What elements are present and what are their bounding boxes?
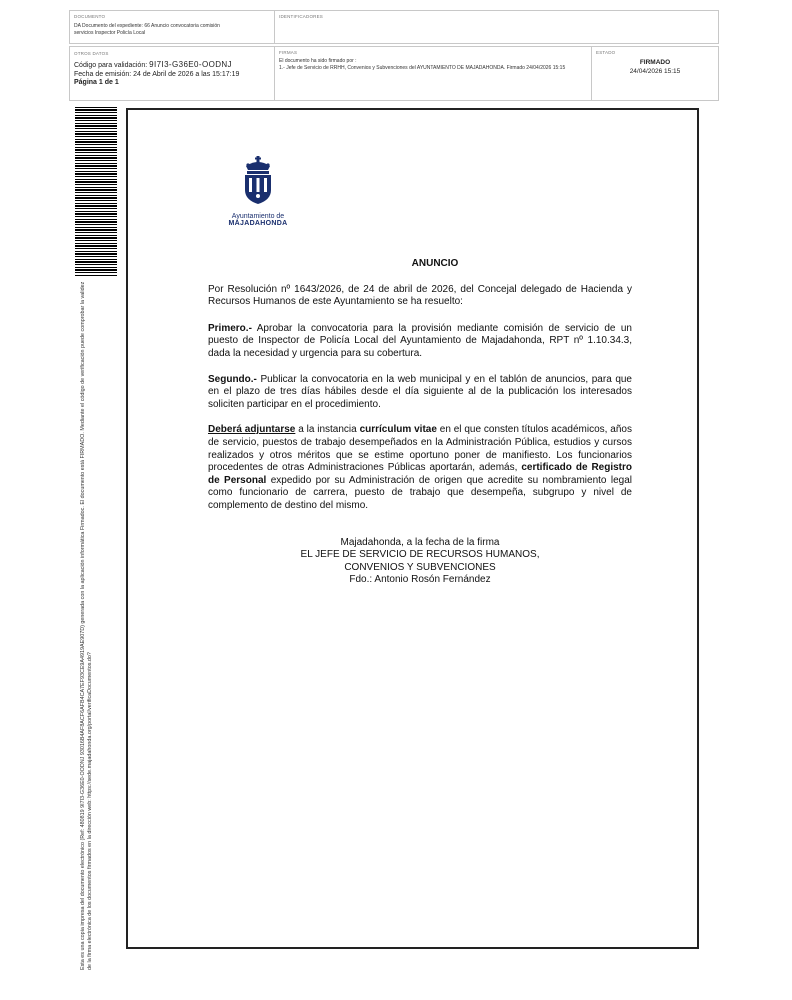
documento-cell [70, 11, 275, 43]
debera-text-2: en el que consten títulos académicos, años de servicio, puestos de trabajo desempeñados en la Administración Pública, estudios y cursos realizados y otros méritos que se estime oportuno poner de manifiesto. Los funcionarios procedentes de otras Administraciones Públicas aportarán, además, [208, 424, 632, 474]
identificadores-label: IDENTIFICADORES [279, 14, 324, 19]
firmas-text-1: El documento ha sido firmado por : [279, 58, 357, 64]
otros-datos-cell [70, 47, 275, 100]
debera-text-3: expedido por su Administración de origen que acredite su nombramiento legal como funcionario de carrera, puesto de trabajo que desempeña, subgrupo y nivel de complemento de destino del mismo. [208, 474, 632, 511]
debera-paragraph [208, 424, 632, 512]
debera-text-1: a la instancia [295, 424, 360, 436]
pagina-count: Página 1 de 1 [74, 79, 119, 86]
ayuntamiento-logo [218, 156, 298, 227]
logo-text-line-2: MAJADAHONDA [228, 220, 288, 227]
primero-label: Primero.- [208, 322, 252, 334]
barcode [75, 107, 117, 277]
header-row-documento [69, 10, 719, 44]
firmas-cell [275, 47, 592, 100]
firmas-text-2: 1.- Jefe de Servicio de RRHH, Convenios y Subvenciones del AYUNTAMIENTO DE MAJADAHONDA. Firmado 24/04/2026 15:15 [279, 64, 566, 71]
logo-text-line-1: Ayuntamiento de [231, 213, 285, 220]
intro-paragraph: Por Resolución nº 1643/2026, de 24 de abril de 2026, del Concejal delegado de Hacienda y Recursos Humanos de este Ayuntamiento se ha resuelto: [208, 283, 632, 308]
header-row-datos [69, 46, 719, 101]
coat-of-arms-icon [240, 156, 276, 206]
sign-line-2: EL JEFE DE SERVICIO DE RECURSOS HUMANOS, [300, 549, 540, 561]
certificado-registro: certificado de Registro de Personal [208, 462, 633, 486]
documento-label: DOCUMENTO [74, 14, 106, 19]
estado-cell [592, 47, 718, 100]
estado-date: 24/04/2026 15:15 [629, 67, 681, 75]
primero-text: Aprobar la convocatoria para la provisión mediante comisión de servicio de un puesto de Inspector de Policía Local del Ayuntamiento de Majadahonda, RPT nº 1.10.34.3, dada la necesidad y urgencia para su cobertura. [208, 322, 632, 359]
codigo-label: Código para validación: [74, 62, 148, 69]
otros-datos-label: OTROS DATOS [74, 51, 109, 56]
document-body [208, 258, 632, 587]
signature-block [208, 537, 632, 587]
estado-value: FIRMADO [639, 59, 671, 66]
curriculum-vitae: currículum vitae [359, 424, 437, 436]
segundo-paragraph [208, 374, 632, 412]
primero-paragraph [208, 323, 632, 361]
codigo-value: 9I7I3-G36E0-OODNJ [149, 60, 232, 69]
estado-label: ESTADO [596, 50, 616, 55]
documento-text: DA Documento del expediente: 66 Anuncio convocatoria comisión servicios Inspector Policía Local [74, 23, 220, 36]
segundo-text: Publicar la convocatoria en la web municipal y en el tablón de anuncios, para que en el plazo de tres días hábiles desde el día siguiente al de la publicación los interesados soliciten participar en el procedimiento. [208, 373, 632, 410]
side-verification-text: Esta es una copia impresa del documento electrónico (Ref: 480819 9I7I3-G36E0-OODNJ 93016B4AF8ACF6AFB4CA7EF93CE9A4919AE907D) generada con la aplicación informática Firmadoc. El documento está FIRMADO. Mediante el código de verificación puede comprobar la validez de la firma electrónica de los documentos firmados en la dirección web: https://sede.majadahonda.org/portal/verificaDocumentos.do? [80, 281, 93, 970]
segundo-label: Segundo.- [208, 373, 257, 385]
firmas-label: FIRMAS [279, 50, 298, 55]
document-page [126, 108, 699, 949]
sign-line-1: Majadahonda, a la fecha de la firma [340, 536, 500, 548]
debera-label: Deberá adjuntarse [208, 424, 296, 436]
sign-line-4: Fdo.: Antonio Rosón Fernández [349, 574, 491, 586]
document-title: ANUNCIO [411, 258, 459, 269]
identificadores-cell [275, 11, 718, 43]
codigo-validacion [74, 61, 270, 71]
fecha-emision: Fecha de emisión: 24 de Abril de 2026 a las 15:17:19 [74, 70, 240, 78]
sign-line-3: CONVENIOS Y SUBVENCIONES [344, 561, 496, 573]
